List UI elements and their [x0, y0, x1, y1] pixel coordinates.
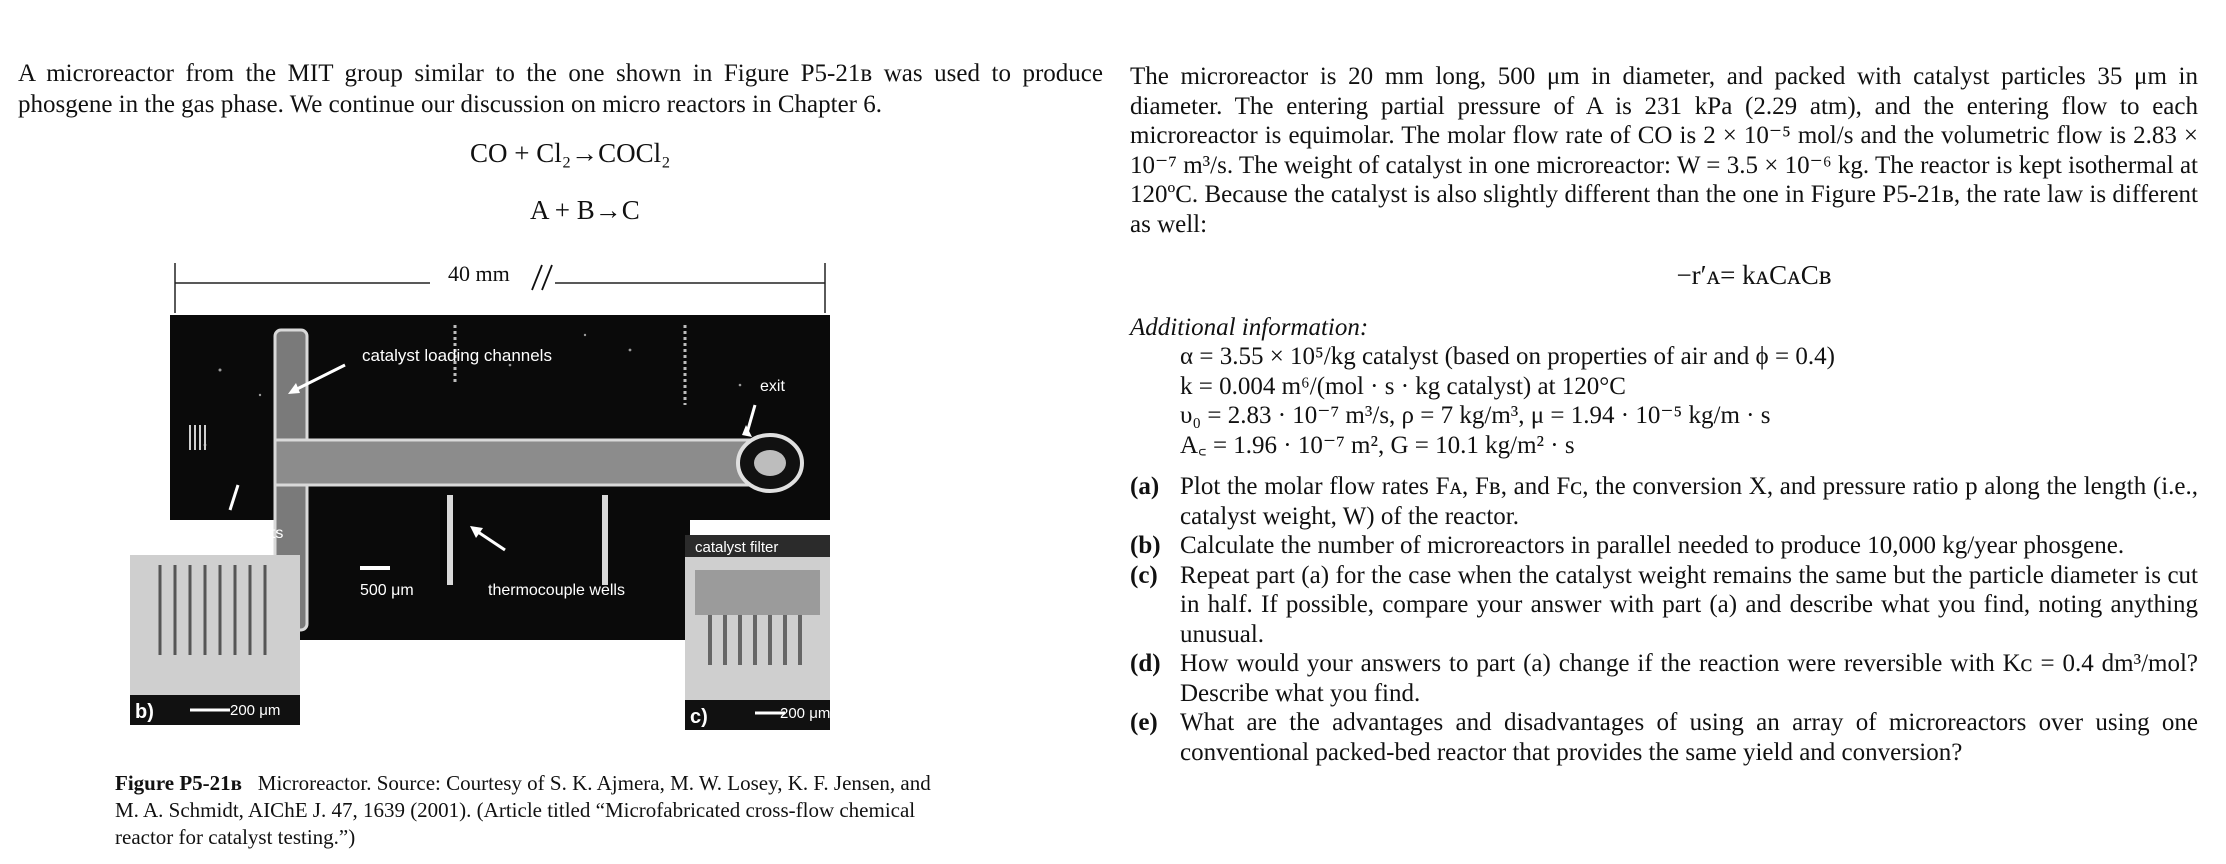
scale-c-label: 200 μm: [780, 705, 830, 722]
part-text: What are the advantages and disadvantages of using an array of microreactors over using one conventional packed-bed reactor that provides the same yield and conversion?: [1180, 709, 2198, 766]
part-text: How would your answers to part (a) change if the reaction were reversible with Kᴄ = 0.4 dm³/mol? Describe what you find.: [1180, 650, 2198, 707]
packed-bed-channel: [275, 440, 755, 485]
additional-item: A꜀ = 1.96 · 10⁻⁷ m², G = 10.1 kg/m² · s: [1180, 431, 1575, 459]
part-text: Plot the molar flow rates Fᴀ, Fʙ, and Fᴄ, the conversion X, and pressure ratio p along the length (i.e., catalyst weight, W) of the reactor.: [1180, 473, 2198, 530]
additional-info-list: [1180, 342, 2198, 460]
problem-part-a: [1130, 472, 2198, 531]
panel-a-lower: [300, 520, 690, 640]
problem-parts-list: [1130, 472, 2198, 767]
inlets-label: inlets: [246, 525, 284, 542]
part-label: (d): [1130, 650, 1161, 677]
additional-item: υ₀ = 2.83 · 10⁻⁷ m³/s, ρ = 7 kg/m³, μ = 1.94 · 10⁻⁵ kg/m · s: [1180, 402, 1771, 429]
problem-part-c: [1130, 561, 2198, 650]
part-label: (a): [1130, 473, 1160, 500]
part-label: (b): [1130, 532, 1161, 559]
figure-caption: [115, 770, 955, 851]
microreactor-figure: [130, 255, 830, 745]
thermocouple-label: thermocouple wells: [488, 582, 625, 599]
panel-c-label: c): [690, 706, 708, 728]
panel-c-filter-posts: [710, 615, 800, 665]
part-text: Calculate the number of microreactors in parallel needed to produce 10,000 kg/year phosgene.: [1180, 532, 2125, 559]
part-text: Repeat part (a) for the case when the catalyst weight remains the same but the particle diameter is cut in half. If possible, compare your answer with part (a) and describe what you find, noting anything unusual.: [1180, 561, 2198, 648]
catalyst-loading-label: catalyst loading channels: [362, 346, 552, 365]
additional-info-heading: Additional information:: [1130, 313, 1369, 341]
problem-part-b: [1130, 531, 2198, 561]
panel-c-block: [695, 570, 820, 615]
exit-bulb-core: [754, 450, 786, 476]
part-label: (c): [1130, 561, 1158, 589]
rate-law-equation: −r′ᴀ= kᴀCᴀCʙ: [1676, 260, 1832, 290]
part-label: (e): [1130, 709, 1158, 736]
panel-b-label: b): [135, 701, 154, 723]
additional-item: α = 3.55 × 10⁵/kg catalyst (based on properties of air and ϕ = 0.4): [1180, 343, 1835, 370]
dimension-label: 40 mm: [448, 261, 510, 286]
equation-generic: A + B→C: [530, 195, 640, 225]
caption-title: Figure P5-21ʙ: [115, 771, 243, 795]
problem-part-e: [1130, 708, 2198, 767]
equation-phosgene: CO + Cl₂→COCl₂: [470, 138, 671, 168]
additional-item: k = 0.004 m⁶/(mol · s · kg catalyst) at 120°C: [1180, 372, 1626, 400]
problem-part-d: [1130, 649, 2198, 708]
panel-a-label: a): [140, 321, 160, 346]
caption-text: Microreactor. Source: Courtesy of S. K. Ajmera, M. W. Losey, K. F. Jensen, and M. A. Schmidt, AIChE J. 47, 1639 (2001). (Article titled “Microfabricated cross-flow chemical reactor for catalyst testing.”): [115, 771, 931, 849]
right-intro-paragraph: The microreactor is 20 mm long, 500 μm in diameter, and packed with catalyst particles 35 μm in diameter. The entering partial pressure of A is 231 kPa (2.29 atm), and the entering flow to each microreactor is equimolar. The molar flow rate of CO is 2 × 10⁻⁵ mol/s and the volumetric flow is 2.83 × 10⁻⁷ m³/s. The weight of catalyst in one microreactor: W = 3.5 × 10⁻⁶ kg. The reactor is kept isothermal at 120ºC. Because the catalyst is also slightly different than the one in Figure P5-21ʙ, the rate law is different as well:: [1130, 63, 2198, 238]
right-column: [1130, 62, 2198, 767]
scale-b-label: 200 μm: [230, 702, 281, 719]
catalyst-filter-label: catalyst filter: [695, 539, 779, 556]
left-intro-paragraph: A microreactor from the MIT group similar to the one shown in Figure P5-21ʙ was used to produce phosgene in the gas phase. We continue our discussion on micro reactors in Chapter 6.: [18, 60, 1103, 118]
scale-500-label: 500 μm: [360, 582, 414, 599]
exit-label: exit: [760, 378, 785, 395]
